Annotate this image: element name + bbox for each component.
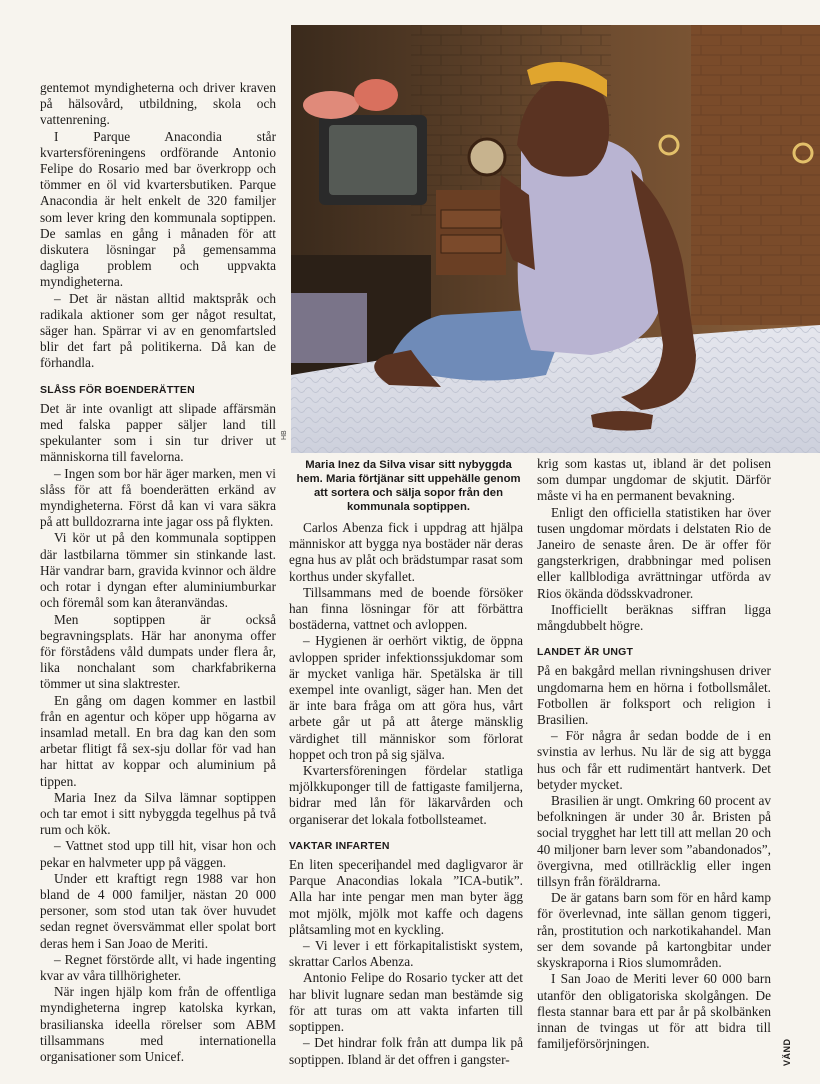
paragraph: Det är inte ovanligt att slipade affärsmän med falska papper säljer land till spekulanter som i sin tur driver ut människorna till favelorna. xyxy=(40,400,276,465)
paragraph: Inofficiellt beräknas siffran ligga mångdubbelt högre. xyxy=(537,601,771,634)
paragraph: En gång om dagen kommer en lastbil från en agentur och köper upp högarna av insamlad metall. En bra dag kan den som arbetar flitigt få sex-sju dollar för vad han har hittat av koppar och aluminium på tippen. xyxy=(40,692,276,789)
paragraph: – Ingen som bor här äger marken, men vi slåss för att få boenderätten erkänd av myndigheterna. Först då kan vi vara säkra på att bulldozrarna inte jagar oss på flykten. xyxy=(40,465,276,530)
paragraph: Tillsammans med de boende försöker han finna lösningar för att förbättra bostäderna, vattnet och avloppen. xyxy=(289,584,523,633)
paragraph: – Vattnet stod upp till hit, visar hon och pekar en halvmeter upp på väggen. xyxy=(40,838,276,870)
paragraph: När ingen hjälp kom från de offentliga myndigheterna ingrep katolska kyrkan, brasilianska ideella rörelser som ABM tillsammans med internationella organisationer som Unicef. xyxy=(40,984,276,1064)
paragraph: gentemot myndigheterna och driver kraven på hälsovård, utbildning, skola och vattenrening. xyxy=(40,80,276,128)
photo-credit: HB xyxy=(281,430,288,440)
paragraph: Maria Inez da Silva lämnar soptippen och tar emot i sitt nybyggda tegelhus på två rum och kök. xyxy=(40,789,276,838)
paragraph: Carlos Abenza fick i uppdrag att hjälpa människor att bygga nya bostäder när deras egna hus av plåt och brädstumpar rasat som korthus under skyfallet. xyxy=(289,520,523,584)
paragraph: – Regnet förstörde allt, vi hade ingenting kvar av våra tillhörigheter. xyxy=(40,951,276,983)
paragraph: En liten speceriḩandel med dagligvaror är Parque Anacondias lokala ”ICA-butik”. Alla har inte pengar men man byter ägg mot mjölk, mjölk mot kaffe och dagens plåtsamling mot en kyckling. xyxy=(289,857,523,937)
photo-caption: Maria Inez da Silva visar sitt nybyggda hem. Maria förtjänar sitt uppehälle genom att sortera och sälja sopor från den kommunala soptippen. xyxy=(296,459,521,513)
paragraph: Antonio Felipe do Rosario tycker att det har blivit lugnare sedan man bestämde sig för att turas om att vakta infarten till soptippen. xyxy=(289,970,523,1035)
paragraph: – Det hindrar folk från att dumpa lik på soptippen. Ibland är det offren i gangster- xyxy=(289,1035,523,1067)
section-heading: VAKTAR INFARTEN xyxy=(289,839,390,852)
paragraph: – Hygienen är oerhört viktig, de öppna avloppen sprider infektionssjukdomar som är mycket vanliga här. Spetälska är till exempel inte ovanligt, säger han. Men det är inte bara fråga om att göra hus, vårt arbete går ut på att återge mänsklig värdighet till människor som förlorat hoppet och tron på sig själva. xyxy=(289,633,523,762)
paragraph: De är gatans barn som för en hård kamp för överlevnad, inte sällan genom tiggeri, rån, prostitution och narkotikahandel. Man ser dem sovande på kartongbitar under skyskraporna i Rios slumområden. xyxy=(537,890,771,971)
paragraph: Under ett kraftigt regn 1988 var hon bland de 4 000 familjer, nästan 20 000 personer, som stod utan tak över huvudet sedan regnet översvämmat eller spolat bort deras hem i San Joao de Meriti. xyxy=(40,870,276,951)
portrait-photo xyxy=(291,25,820,453)
article-column-3 xyxy=(537,456,771,1052)
paragraph: – Det är nästan alltid maktspråk och radikala aktioner som ger något resultat, säger han. Spärrar vi av en genomfartsled blir det fart på politikerna. Då kan de förhandla. xyxy=(40,290,276,371)
paragraph: Vi kör ut på den kommunala soptippen där lastbilarna tömmer sin stinkande last. Här vandrar barn, gravida kvinnor och äldre och rotar i dyngan efter aluminiumburkar och föremål som kan återanvändas. xyxy=(40,530,276,611)
section-heading: LANDET ÄR UNGT xyxy=(537,646,634,659)
paragraph: – Vi lever i ett förkapitalistiskt system, skrattar Carlos Abenza. xyxy=(289,938,523,970)
bleed-through-text xyxy=(40,14,276,74)
paragraph: Enligt den officiella statistiken har över tusen ungdomar mördats i delstaten Rio de Janeiro de senaste åren. De är offer för gangsterkrigen, drabbningar med polisen eller kallblodiga avrättningar utförda av Rios ökända dödsskvadroner. xyxy=(537,504,771,601)
turn-page-marker: VÄND xyxy=(782,1038,792,1066)
paragraph: – För några år sedan bodde de i en svinstia av lerhus. Nu lär de sig att bygga hus och får ett rudimentärt hantverk. Det betyder mycket. xyxy=(537,728,771,792)
section-heading: SLÅSS FÖR BOENDERÄTTEN xyxy=(40,383,195,396)
article-column-1 xyxy=(40,80,276,1065)
paragraph: Kvartersföreningen fördelar statliga mjölkkuponger till de fattigaste familjerna, bidrar med lån för läkarvården och organiserar det lokala fotbollsteamet. xyxy=(289,763,523,827)
paragraph: I Parque Anacondia står kvartersföreningens ordförande Antonio Felipe do Rosario med bar överkropp och tömmer en öl vid kvartersbutiken. Parque Anacondia är helt enkelt de 320 familjer som lever kring den kommunala soptippen. De samlas en gång i månaden för att diskutera lösningar på gemensamma dagliga problem och uppvakta myndigheterna. xyxy=(40,128,276,290)
paragraph: Brasilien är ungt. Omkring 60 procent av befolkningen är under 30 år. Bristen på social trygghet har lett till att mellan 20 och 40 miljoner barn lever som ”abandonados”, övergivna, med otillräcklig eller ingen tillsyn från föräldrarna. xyxy=(537,793,771,890)
paragraph: krig som kastas ut, ibland är det polisen som dumpar ungdomar de skjutit. Därför måste vi ha en permanent bevakning. xyxy=(537,456,771,504)
article-column-2 xyxy=(289,520,523,1068)
paragraph: Men soptippen är också begravningsplats. Här har anonyma offer för förstådens våld dumpats under flera år, lika nonchalant som charkfabrikerna tömmer ut sina slaktrester. xyxy=(40,611,276,692)
paragraph: På en bakgård mellan rivningshusen driver ungdomarna hem en hörna i fotbollsmålet. Fotbollen är folksport och religion i Brasilien. xyxy=(537,663,771,728)
paragraph: I San Joao de Meriti lever 60 000 barn utanför den obligatoriska skolgången. De flesta stannar bara ett par år på skolbänken innan de tvingas ut för att bidra till familjeförsörjningen. xyxy=(537,971,771,1052)
